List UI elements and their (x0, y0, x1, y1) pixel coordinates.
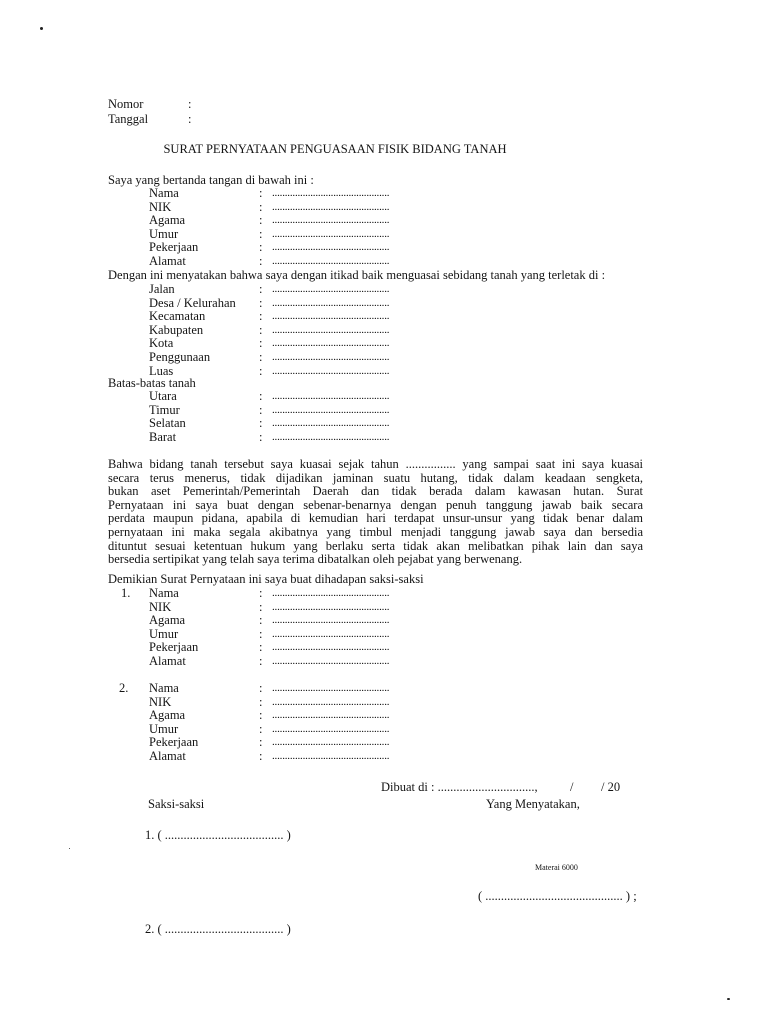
paragraph-line: bersedia sertipikat yang telah saya terima dibatalkan oleh pejabat yang berwenang. (108, 552, 523, 567)
field-colon: : (259, 213, 263, 228)
field-label: Nama (149, 681, 179, 695)
field-label: Umur (149, 626, 179, 641)
field-blank: .............................................. (272, 655, 390, 667)
field-colon: : (259, 749, 263, 763)
field-blank: .............................................. (272, 709, 390, 722)
paragraph-line: pernyataan ini maka segala akibatnya yang timbul menjadi tanggung jawab saya dan bersedia (108, 524, 643, 539)
field-blank: .............................................. (272, 627, 390, 640)
witness-1-number: 1. (121, 586, 131, 600)
witness-1-signature: 1. ( ...................................... ) (145, 828, 291, 842)
field-label: Umur (149, 721, 179, 736)
field-label: Luas (149, 363, 174, 378)
field-colon: : (259, 199, 263, 214)
field-label: Nama (149, 186, 179, 200)
saksi-label: Saksi-saksi (148, 797, 205, 811)
field-colon: : (259, 402, 263, 417)
field-blank: .............................................. (272, 296, 390, 309)
field-colon: : (259, 350, 263, 364)
field-label: Agama (149, 708, 186, 723)
field-label: Alamat (149, 654, 186, 668)
field-blank: .............................................. (272, 364, 390, 377)
statement-intro: Dengan ini menyatakan bahwa saya dengan itikad baik menguasai sebidang tanah yang terletak di : (108, 268, 606, 282)
field-label: Kota (149, 336, 174, 351)
field-colon: : (259, 694, 263, 709)
witness-intro: Demikian Surat Pernyataan ini saya buat dihadapan saksi-saksi (108, 572, 424, 586)
dibuat-di: Dibuat di : ..............................., (381, 780, 538, 794)
field-colon: : (259, 226, 263, 241)
field-blank: .............................................. (272, 390, 390, 402)
field-label: Penggunaan (149, 350, 211, 364)
field-blank: .............................................. (272, 283, 390, 295)
field-label: Jalan (149, 282, 175, 296)
field-colon: : (259, 240, 263, 255)
field-label: Alamat (149, 254, 186, 268)
witness-2-number: 2. (119, 681, 129, 695)
date-year: / 20 (601, 780, 621, 794)
field-colon: : (259, 599, 263, 614)
field-colon: : (259, 640, 263, 655)
intro-text: Saya yang bertanda tangan di bawah ini : (108, 173, 314, 187)
field-colon: : (259, 322, 263, 337)
yang-menyatakan: Yang Menyatakan, (486, 797, 580, 811)
field-label: Pekerjaan (149, 735, 199, 750)
field-colon: : (259, 309, 263, 324)
field-colon: : (259, 416, 263, 431)
field-blank: .............................................. (272, 722, 390, 735)
paragraph-line: bukan aset Pemerintah/Pemerintah Daerah dan tidak berada dalam kawasan hutan. Surat (108, 484, 643, 499)
field-blank: .............................................. (272, 214, 390, 227)
witness-2-signature: 2. ( ...................................... ) (145, 922, 291, 936)
field-colon: : (259, 735, 263, 750)
field-blank: .............................................. (272, 430, 390, 443)
field-label: Desa / Kelurahan (149, 295, 236, 310)
field-label: Barat (149, 429, 177, 444)
field-blank: .............................................. (272, 614, 390, 627)
field-label: Nama (149, 586, 179, 600)
field-colon: : (259, 282, 263, 296)
field-blank: .............................................. (272, 750, 390, 762)
field-colon: : (259, 613, 263, 628)
field-colon: : (259, 708, 263, 723)
field-label: Agama (149, 213, 186, 228)
field-label: Pekerjaan (149, 640, 199, 655)
field-blank: .............................................. (272, 310, 390, 323)
field-label: Kecamatan (149, 309, 206, 324)
field-blank: .............................................. (272, 600, 390, 613)
field-colon: : (259, 363, 263, 378)
field-blank: .............................................. (272, 417, 390, 430)
field-label: Utara (149, 389, 177, 403)
paragraph-line: secara terus menerus, tidak dijadikan jaminan suatu hutang, tidak dalam keadaan sengketa, (108, 470, 643, 485)
tanggal-label: Tanggal (108, 112, 149, 126)
field-label: Alamat (149, 749, 186, 763)
field-colon: : (259, 586, 263, 600)
date-slash: / (570, 780, 574, 794)
field-colon: : (259, 626, 263, 641)
scan-speck (69, 848, 70, 849)
field-blank: .............................................. (272, 351, 390, 363)
boundaries-label: Batas-batas tanah (108, 376, 196, 390)
field-colon: : (259, 681, 263, 695)
field-label: Kabupaten (149, 322, 204, 337)
field-blank: .............................................. (272, 337, 390, 350)
field-colon: : (259, 295, 263, 310)
nomor-colon: : (188, 97, 192, 111)
field-blank: .............................................. (272, 323, 390, 336)
field-colon: : (259, 654, 263, 668)
nomor-label: Nomor (108, 97, 144, 111)
paragraph-line: Pernyataan ini saya buat dengan sebenar-benarnya dengan penuh tanggung jawab baik secara (108, 497, 643, 512)
field-blank: .............................................. (272, 641, 390, 654)
field-blank: .............................................. (272, 187, 390, 199)
field-blank: .............................................. (272, 695, 390, 708)
field-colon: : (259, 429, 263, 444)
document-title: SURAT PERNYATAAN PENGUASAAN FISIK BIDANG TANAH (163, 142, 507, 156)
field-blank: .............................................. (272, 255, 390, 267)
scan-speck (727, 998, 730, 1000)
field-label: Umur (149, 226, 179, 241)
field-label: Pekerjaan (149, 240, 199, 255)
tanggal-colon: : (188, 112, 192, 126)
field-colon: : (259, 721, 263, 736)
scan-speck (40, 27, 43, 30)
field-colon: : (259, 186, 263, 200)
field-colon: : (259, 389, 263, 403)
field-blank: .............................................. (272, 200, 390, 213)
field-blank: .............................................. (272, 682, 390, 694)
declarant-signature: ( ............................................ ) ; (478, 889, 637, 903)
field-label: Timur (149, 402, 180, 417)
statement-paragraph (108, 458, 643, 567)
field-colon: : (259, 254, 263, 268)
field-label: Selatan (149, 416, 186, 431)
paragraph-line: dituntut sesuai ketentuan hukum yang berlaku serta tidak akan melibatkan pihak lain dan saya (108, 538, 643, 553)
field-label: Agama (149, 613, 186, 628)
materai-label: Materai 6000 (535, 863, 578, 872)
field-colon: : (259, 336, 263, 351)
field-blank: .............................................. (272, 736, 390, 749)
field-blank: .............................................. (272, 241, 390, 254)
field-label: NIK (149, 199, 172, 214)
paragraph-line: perdata maupun pidana, apabila di kemudian hari terdapat unsur-unsur yang tidak benar dalam (108, 511, 643, 526)
field-blank: .............................................. (272, 587, 390, 599)
field-label: NIK (149, 694, 172, 709)
field-label: NIK (149, 599, 172, 614)
field-blank: .............................................. (272, 403, 390, 416)
field-blank: .............................................. (272, 227, 390, 240)
paragraph-line: Bahwa bidang tanah tersebut saya kuasai sejak tahun ................ yang sampai saat ini saya kuasai (108, 457, 643, 471)
